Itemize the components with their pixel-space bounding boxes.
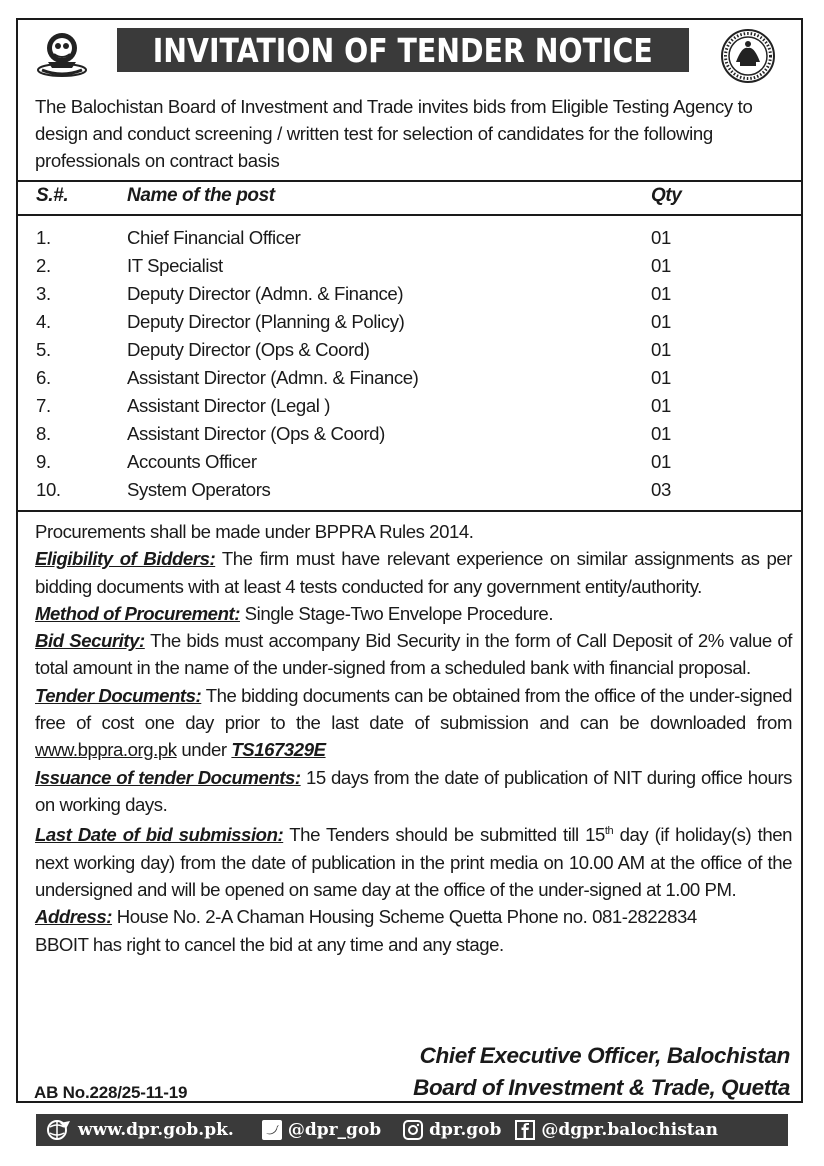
tender-reference-number: TS167329E	[231, 739, 326, 761]
row-qty: 01	[651, 283, 671, 304]
row-serial: 3.	[36, 283, 51, 304]
footer-website[interactable]	[46, 1119, 234, 1141]
table-header-rule	[16, 214, 803, 216]
tender-documents-label: Tender Documents:	[35, 684, 202, 706]
last-date-superscript: th	[604, 825, 614, 838]
tender-documents-text: The bidding documents can be obtained from the office of the under-signed free of cost one day prior to the last date of submission and can be downloaded from	[35, 684, 792, 734]
row-qty: 01	[651, 311, 671, 332]
website-text: www.dpr.gob.pk.	[78, 1120, 234, 1140]
row-post: Deputy Director (Admn. & Finance)	[127, 283, 404, 304]
table-row	[0, 311, 824, 339]
facebook-icon	[515, 1120, 535, 1140]
footer-facebook[interactable]	[515, 1120, 718, 1140]
table-row	[0, 255, 824, 283]
instagram-icon	[403, 1120, 423, 1140]
signature-line-2: Board of Investment & Trade, Quetta	[413, 1075, 790, 1100]
last-date-label: Last Date of bid submission:	[35, 824, 284, 846]
row-serial: 6.	[36, 367, 51, 388]
bid-security-text: The bids must accompany Bid Security in the form of Call Deposit of 2% value of total amount in the name of the under-signed from a scheduled bank with financial proposal.	[35, 630, 792, 679]
tender-documents-under: under	[176, 739, 232, 761]
table-row	[0, 339, 824, 367]
row-qty: 03	[651, 479, 671, 500]
signature-line-1: Chief Executive Officer, Balochistan	[419, 1043, 790, 1068]
row-qty: 01	[651, 227, 671, 248]
bboit-seal-logo	[720, 28, 776, 84]
twitter-icon	[262, 1120, 282, 1140]
row-serial: 9.	[36, 451, 51, 472]
address-section	[35, 903, 792, 930]
address-text: House No. 2-A Chaman Housing Scheme Quetta Phone no. 081-2822834	[112, 906, 697, 928]
method-section	[35, 600, 792, 627]
footer-instagram[interactable]	[403, 1120, 501, 1140]
facebook-handle: @dgpr.balochistan	[541, 1120, 719, 1140]
row-qty: 01	[651, 395, 671, 416]
table-row	[0, 227, 824, 255]
row-post: Deputy Director (Planning & Policy)	[127, 311, 405, 332]
table-bottom-rule	[16, 510, 803, 512]
row-post: Assistant Director (Admn. & Finance)	[127, 367, 419, 388]
intro-paragraph: The Balochistan Board of Investment and Trade invites bids from Eligible Testing Agency to design and conduct screening / written test for selection of candidates for the following professionals on contract basis	[35, 96, 753, 171]
row-serial: 1.	[36, 227, 51, 248]
table-row	[0, 283, 824, 311]
row-serial: 8.	[36, 423, 51, 444]
header-post-name: Name of the post	[127, 185, 275, 206]
table-row	[0, 423, 824, 451]
table-row	[0, 395, 824, 423]
last-date-text-b: day (if holiday(s) then next working day) from the date of publication in the print media on 10.00 AM at the office of the undersigned and will be opened on same day at the office of the under-signed at 1.00 PM.	[35, 824, 792, 901]
row-serial: 4.	[36, 311, 51, 332]
bid-security-label: Bid Security:	[35, 630, 145, 652]
footer-bar	[36, 1114, 788, 1146]
row-post: Deputy Director (Ops & Coord)	[127, 339, 370, 360]
bid-security-section	[35, 627, 792, 682]
issuance-text: 15 days from the date of publication of NIT during office hours on working days.	[35, 766, 792, 815]
row-post: Accounts Officer	[127, 451, 257, 472]
row-qty: 01	[651, 255, 671, 276]
row-post: IT Specialist	[127, 255, 223, 276]
row-post: Assistant Director (Ops & Coord)	[127, 423, 385, 444]
row-serial: 10.	[36, 479, 61, 500]
notice-title: INVITATION OF TENDER NOTICE	[117, 28, 689, 72]
row-serial: 5.	[36, 339, 51, 360]
header-serial: S.#.	[36, 185, 69, 206]
eligibility-text: The firm must have relevant experience on similar assignments as per bidding documents with at least 4 tests conducted for any government entity/authority.	[35, 548, 792, 597]
footer-twitter[interactable]	[262, 1120, 381, 1140]
issuance-label: Issuance of tender Documents:	[35, 766, 301, 788]
tender-documents-section	[35, 682, 792, 764]
bppra-link[interactable]: www.bppra.org.pk	[35, 739, 177, 761]
row-post: Assistant Director (Legal )	[127, 395, 331, 416]
last-date-text-a: The Tenders should be submitted till 15	[283, 824, 605, 846]
globe-icon	[46, 1119, 72, 1141]
row-post: Chief Financial Officer	[127, 227, 301, 248]
procurement-rules: Procurements shall be made under BPPRA Rules 2014.	[35, 521, 474, 542]
row-qty: 01	[651, 423, 671, 444]
twitter-handle: @dpr_gob	[287, 1120, 382, 1140]
table-row	[0, 367, 824, 395]
row-serial: 7.	[36, 395, 51, 416]
tender-terms	[35, 518, 792, 958]
row-post: System Operators	[127, 479, 271, 500]
table-row	[0, 451, 824, 479]
eligibility-label: Eligibility of Bidders:	[35, 548, 216, 570]
instagram-handle: dpr.gob	[429, 1120, 502, 1140]
row-qty: 01	[651, 339, 671, 360]
address-label: Address:	[35, 906, 112, 928]
method-label: Method of Procurement:	[35, 602, 240, 624]
balochistan-emblem-logo	[34, 26, 90, 82]
cancel-right-text: BBOIT has right to cancel the bid at any time and any stage.	[35, 933, 504, 955]
table-top-rule	[16, 180, 803, 182]
ab-number: AB No.228/25-11-19	[34, 1083, 188, 1102]
row-serial: 2.	[36, 255, 51, 276]
last-date-section	[35, 818, 792, 903]
issuance-section	[35, 764, 792, 819]
eligibility-section	[35, 545, 792, 600]
row-qty: 01	[651, 451, 671, 472]
method-text: Single Stage-Two Envelope Procedure.	[239, 602, 554, 624]
header-quantity: Qty	[651, 185, 682, 206]
table-row	[0, 479, 824, 507]
row-qty: 01	[651, 367, 671, 388]
